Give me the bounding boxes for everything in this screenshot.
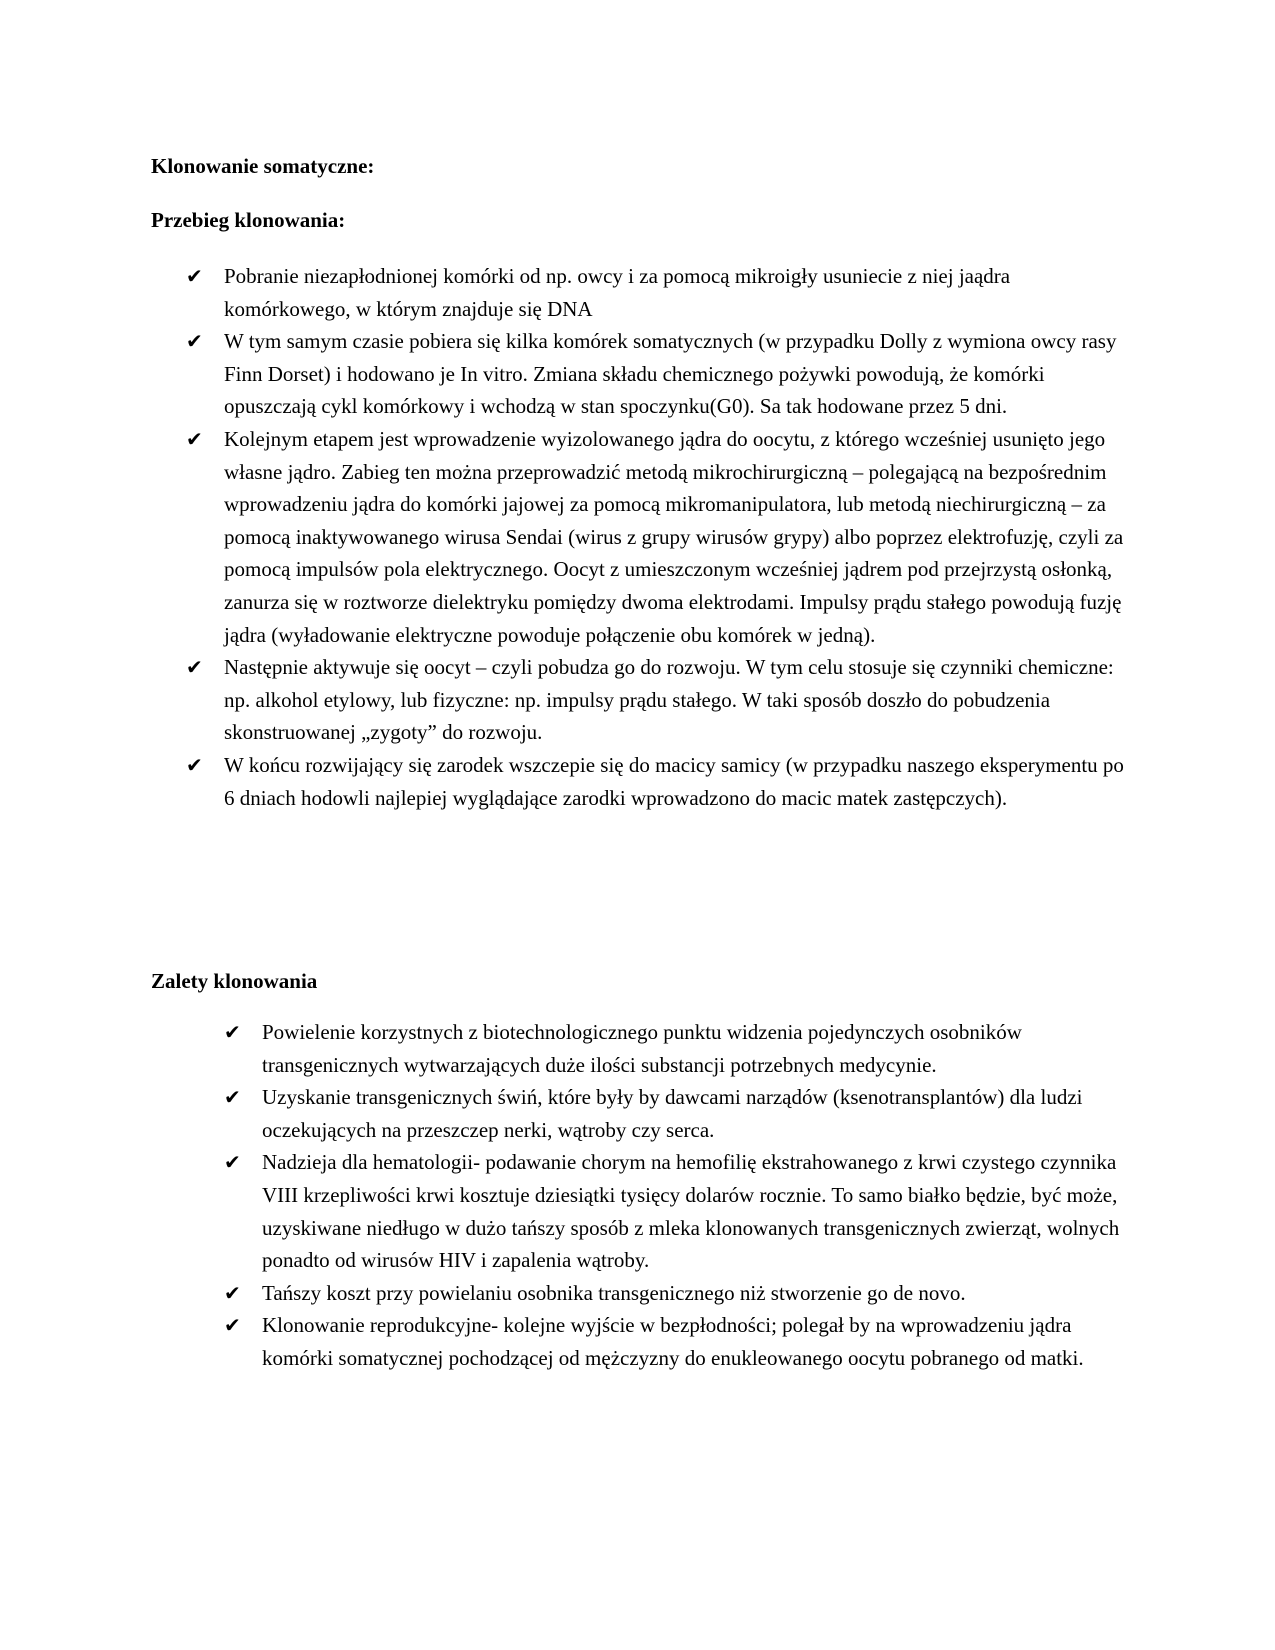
list-item-text: Nadzieja dla hematologii- podawanie chorym na hemofilię ekstrahowanego z krwi czystego czynnika VIII krzepliwości krwi kosztuje dziesiątki tysięcy dolarów rocznie. To samo białko będzie, być może, uzyskiwane niedługo w dużo tańszy sposób z mleka klonowanych transgenicznych zwierząt, wolnych ponadto od wirusów HIV i zapalenia wątroby. — [262, 1150, 1120, 1273]
check-mark-icon: ✔ — [186, 426, 203, 451]
list-item — [186, 423, 1136, 651]
check-mark-icon: ✔ — [224, 1313, 241, 1338]
list-item — [224, 1146, 1144, 1276]
check-mark-icon: ✔ — [224, 1020, 241, 1044]
list-item-text: Klonowanie reprodukcyjne- kolejne wyjście w bezpłodności; polegał by na wprowadzeniu jądra komórki somatycznej pochodzącej od mężczyzny do enukleowanego oocytu pobranego od matki. — [262, 1313, 1084, 1370]
check-mark-icon: ✔ — [186, 329, 203, 354]
list-item-text: Kolejnym etapem jest wprowadzenie wyizolowanego jądra do oocytu, z którego wcześniej usunięto jego własne jądro. Zabieg ten można przeprowadzić metodą mikrochirurgiczną – polegającą na bezpośrednim wprowadzeniu jądra do komórki jajowej za pomocą mikromanipulatora, lub metodą niechirurgiczną – za pomocą inaktywowanego wirusa Sendai (wirus z grupy wirusów grypy) albo poprzez elektrofuzję, czyli za pomocą impulsów pola elektrycznego. Oocyt z umieszczonym wcześniej jądrem pod przejrzystą osłonką, zanurza się w roztworze dielektryku pomiędzy dwoma elektrodami. Impulsy prądu stałego powodują fuzję jądra (wyładowanie elektryczne powoduje połączenie obu komórek w jedną). — [224, 426, 1124, 647]
list-item-text: W tym samym czasie pobiera się kilka komórek somatycznych (w przypadku Dolly z wymiona owcy rasy Finn Dorset) i hodowano je In vitro. Zmiana składu chemicznego pożywki powodują, że komórki opuszczają cykl komórkowy i wchodzą w stan spoczynku(G0). Sa tak hodowane przez 5 dni. — [224, 329, 1117, 419]
list-item — [224, 1277, 1144, 1310]
list-item — [224, 1309, 1144, 1374]
check-mark-icon: ✔ — [224, 1085, 241, 1110]
list-item-text: Tańszy koszt przy powielaniu osobnika transgenicznego niż stworzenie go de novo. — [262, 1280, 966, 1305]
list-item-text: Następnie aktywuje się oocyt – czyli pobudza go do rozwoju. W tym celu stosuje się czynniki chemiczne: np. alkohol etylowy, lub fizyczne: np. impulsy prądu stałego. W taki sposób doszło do pobudzenia skonstruowanej „zygoty” do rozwoju. — [224, 655, 1114, 745]
document-title: Klonowanie somatyczne: — [151, 154, 375, 178]
list-item — [186, 325, 1136, 423]
list-item — [224, 1016, 1144, 1081]
check-mark-icon: ✔ — [224, 1150, 241, 1175]
list-item — [186, 260, 1136, 325]
check-mark-icon: ✔ — [224, 1280, 241, 1305]
list-item-text: Pobranie niezapłodnionej komórki od np. owcy i za pomocą mikroigły usuniecie z niej jaądra komórkowego, w którym znajduje się DNA — [224, 264, 1011, 321]
process-heading: Przebieg klonowania: — [151, 208, 346, 232]
list-item-text: Uzyskanie transgenicznych świń, które były by dawcami narządów (ksenotransplantów) dla ludzi oczekujących na przeszczep nerki, wątroby czy serca. — [262, 1085, 1083, 1142]
list-item-text: Powielenie korzystnych z biotechnologicznego punktu widzenia pojedynczych osobników transgenicznych wytwarzających duże ilości substancji potrzebnych medycynie. — [262, 1020, 1022, 1077]
list-item — [186, 651, 1136, 749]
advantages-list — [224, 1016, 1144, 1375]
list-item — [224, 1081, 1144, 1146]
check-mark-icon: ✔ — [186, 752, 203, 777]
advantages-heading: Zalety klonowania — [151, 969, 318, 993]
check-mark-icon: ✔ — [186, 655, 203, 680]
check-mark-icon: ✔ — [186, 264, 203, 288]
list-item-text: W końcu rozwijający się zarodek wszczepie się do macicy samicy (w przypadku naszego eksperymentu po 6 dniach hodowli najlepiej wyglądające zarodki wprowadzono do macic matek zastępczych). — [224, 752, 1124, 810]
list-item — [186, 749, 1136, 814]
process-list — [186, 260, 1136, 814]
